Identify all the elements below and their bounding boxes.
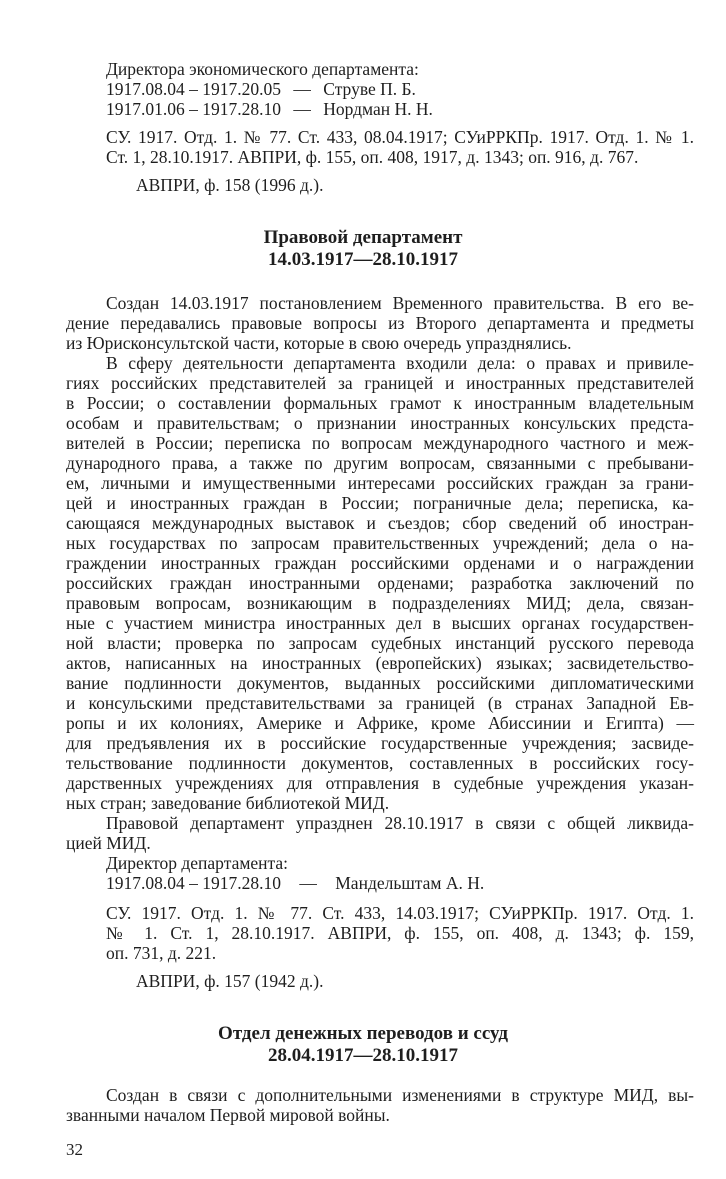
paragraph-line: В сферу деятельности департамента входили дела: о правах и привиле- bbox=[106, 353, 694, 373]
paragraph-line: актов, написанных на иностранных (европейских) языках; засвидетельство- bbox=[66, 653, 694, 673]
paragraph-line: цией МИД. bbox=[66, 833, 151, 853]
directors-label: Директора экономического департамента: bbox=[106, 59, 419, 79]
paragraph-line: званными началом Первой мировой войны. bbox=[66, 1105, 390, 1125]
section-title: Отдел денежных переводов и ссуд bbox=[218, 1023, 508, 1044]
director-period: 1917.01.06 – 1917.28.10 bbox=[106, 99, 281, 119]
director-label: Директор департамента: bbox=[106, 853, 289, 873]
page-number: 32 bbox=[66, 1140, 83, 1159]
paragraph-line: дение передавались правовые вопросы из Второго департамента и предметы bbox=[66, 313, 694, 333]
dash: — bbox=[293, 79, 311, 99]
section-dates: 14.03.1917—28.10.1917 bbox=[268, 249, 458, 270]
paragraph-line: Правовой департамент упразднен 28.10.1917 в связи с общей ликвида- bbox=[106, 813, 694, 833]
paragraph-line: ной власти; проверка по запросам судебных инстанций русского перевода bbox=[66, 633, 694, 653]
paragraph-line: цей и иностранных граждан в России; пограничные дела; переписка, ка- bbox=[66, 493, 694, 513]
paragraph-line: из Юрисконсультской части, которые в свою очередь упразднялись. bbox=[66, 333, 572, 353]
paragraph-line: особам и правительствам; о признании иностранных консульских предста- bbox=[66, 413, 694, 433]
paragraph-line: ропы и их колониях, Америке и Африке, кроме Абиссинии и Египта) — bbox=[66, 713, 694, 733]
source-line: Ст. 1, 28.10.1917. АВПРИ, ф. 155, оп. 408, 1917, д. 1343; оп. 916, д. 767. bbox=[106, 147, 639, 167]
dash: — bbox=[293, 99, 311, 119]
paragraph-line: ных стран; заведование библиотекой МИД. bbox=[66, 793, 390, 813]
paragraph-line: дународного права, а также по другим вопросам, связанными с пребывани- bbox=[66, 453, 694, 473]
paragraph-line: правовым вопросам, возникающим в подразделениях МИД; дела, связан- bbox=[66, 593, 694, 613]
archive-reference: АВПРИ, ф. 157 (1942 д.). bbox=[136, 971, 324, 991]
director-name: Нордман Н. Н. bbox=[323, 99, 433, 119]
director-entry bbox=[106, 872, 694, 894]
source-line: СУ. 1917. Отд. 1. № 77. Ст. 433, 14.03.1917; СУиРРКПр. 1917. Отд. 1. bbox=[106, 903, 694, 923]
source-line: № 1. Ст. 1, 28.10.1917. АВПРИ, ф. 155, оп. 408, д. 1343; ф. 159, bbox=[106, 923, 694, 943]
paragraph-line: ных государствах по запросам правительственных учреждений; дела о на- bbox=[66, 533, 694, 553]
paragraph-line: ем, личными и имущественными интересами российских граждан за грани- bbox=[66, 473, 694, 493]
paragraph-line: Создан в связи с дополнительными изменениями в структуре МИД, вы- bbox=[106, 1085, 694, 1105]
director-name: Мандельштам А. Н. bbox=[335, 873, 485, 893]
section-dates: 28.04.1917—28.10.1917 bbox=[268, 1045, 458, 1066]
archive-reference: АВПРИ, ф. 158 (1996 д.). bbox=[136, 175, 324, 195]
source-line: СУ. 1917. Отд. 1. № 77. Ст. 433, 08.04.1917; СУиРРКПр. 1917. Отд. 1. № 1. bbox=[106, 127, 694, 147]
paragraph-line: ные с участием министра иностранных дел в высших органах государствен- bbox=[66, 613, 694, 633]
paragraph-line: тельствование подлинности документов, составленных в российских госу- bbox=[66, 753, 694, 773]
section-title: Правовой департамент bbox=[263, 227, 463, 248]
director-entry bbox=[106, 78, 694, 100]
paragraph-line: дарственных учреждениях для отправления в судебные учреждения указан- bbox=[66, 773, 694, 793]
paragraph-line: в России; о составлении формальных грамот к иностранным владетельным bbox=[66, 393, 694, 413]
paragraph-line: вителей в России; переписка по вопросам международного частного и меж- bbox=[66, 433, 694, 453]
director-period: 1917.08.04 – 1917.28.10 bbox=[106, 873, 281, 893]
paragraph-line: Создан 14.03.1917 постановлением Временного правительства. В его ве- bbox=[106, 293, 694, 313]
source-line: оп. 731, д. 221. bbox=[106, 943, 217, 963]
paragraph-line: для предъявления их в российские государственные учреждения; засвиде- bbox=[66, 733, 694, 753]
paragraph-line: вание подлинности документов, выданных российскими дипломатическими bbox=[66, 673, 694, 693]
paragraph-line: гиях российских представителей за границей и иностранных представителей bbox=[66, 373, 694, 393]
dash: — bbox=[299, 873, 317, 893]
director-name: Струве П. Б. bbox=[323, 79, 416, 99]
director-entry bbox=[106, 98, 694, 120]
director-period: 1917.08.04 – 1917.20.05 bbox=[106, 79, 281, 99]
paragraph-line: и консульскими представительствами за границей (в странах Западной Ев- bbox=[66, 693, 694, 713]
paragraph-line: граждении иностранных граждан российскими орденами и о награждении bbox=[66, 553, 694, 573]
paragraph-line: российских граждан иностранными орденами; разработка заключений по bbox=[66, 573, 694, 593]
paragraph-line: сающаяся международных выставок и съездов; сбор сведений об иностран- bbox=[66, 513, 694, 533]
